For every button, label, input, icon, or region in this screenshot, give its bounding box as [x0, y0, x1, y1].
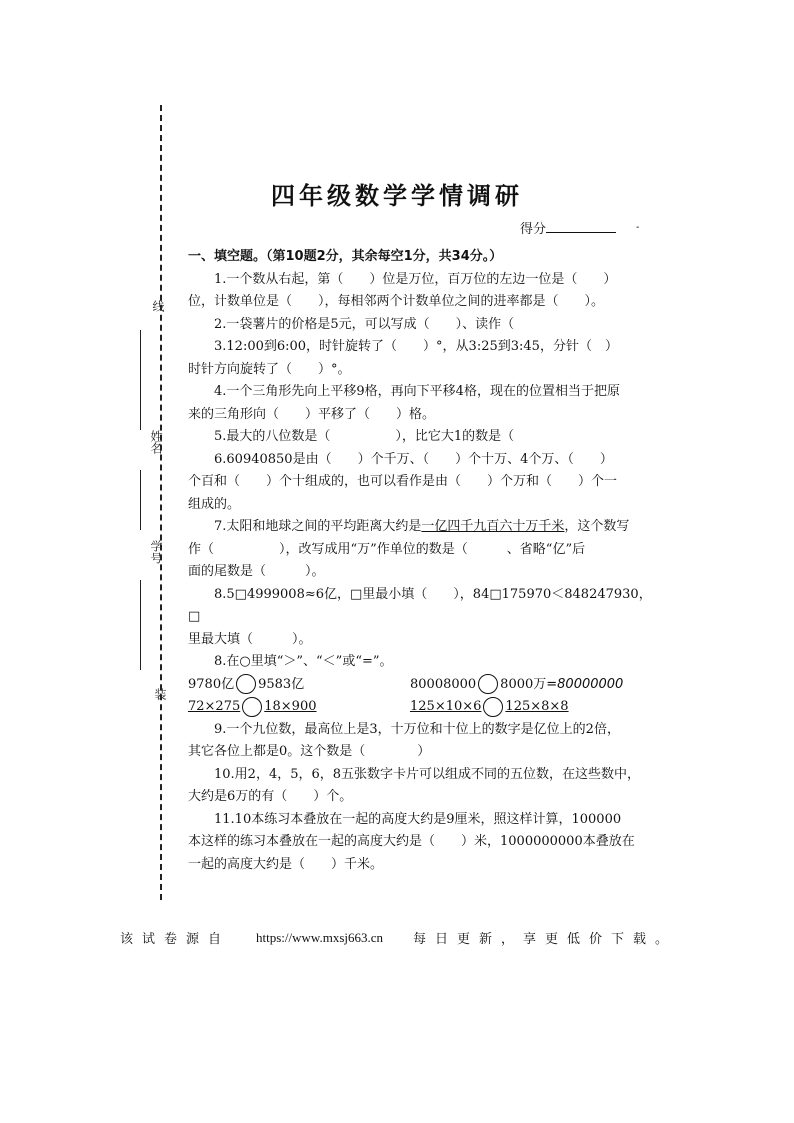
q9-line1: 9.一个九位数，最高位上是3，十万位和十位上的数字是亿位上的2倍， — [214, 721, 620, 737]
q7-pre: 7.太阳和地球之间的平均距离大约是 — [214, 519, 422, 534]
score-field — [520, 218, 616, 237]
score-blank — [546, 220, 616, 233]
q1-line2: 位，计数单位是（ ），每相邻两个计数单位之间的进率都是（ ）。 — [188, 294, 605, 309]
page-title: 四年级数学学情调研 — [271, 182, 523, 210]
name-underline — [140, 330, 141, 430]
compare-2-right-a: 125×10×6 — [410, 699, 482, 714]
q7-line3: 面的尾数是（ ）。 — [188, 564, 325, 579]
q11-line3: 一起的高度大约是（ ）千米。 — [188, 856, 384, 872]
q1-line1: 1.一个数从右起，第（ ）位是万位，百万位的左边一位是（ ） — [214, 271, 617, 287]
binding-dashed-line — [160, 105, 162, 900]
compare-2-right-b: 125×8×8 — [505, 699, 569, 714]
question-content — [188, 246, 660, 876]
q10-line2: 大约是6万的有（ ）个。 — [188, 789, 353, 804]
q3-line1: 3.12:00到6:00，时针旋转了（ ）°，从3:25到3:45，分针（ ） — [214, 339, 618, 354]
compare-1-left-b: 9583亿 — [258, 676, 305, 692]
side-number-label: 学号 — [149, 540, 163, 564]
compare-1-right — [410, 674, 623, 697]
q8-compare-instruction: 8.在○里填“＞”、“＜”或“=”。 — [214, 654, 393, 669]
q6-line3: 组成的。 — [188, 496, 241, 512]
number-underline — [140, 470, 141, 530]
footer-slogan: 每日更新，享更低价下载。 — [413, 932, 678, 947]
q11-line1: 11.10本练习本叠放在一起的高度大约是9厘米，照这样计算，100000 — [214, 811, 622, 827]
handwritten-note: =80000000 — [546, 676, 624, 692]
q4-line2: 来的三角形向（ ）平移了（ ）格。 — [188, 406, 436, 422]
footer-url[interactable]: https://www.mxsj663.cn — [256, 929, 384, 945]
q4-line1: 4.一个三角形先向上平移9格，再向下平移4格，现在的位置相当于把原 — [214, 384, 620, 399]
side-line-label: 线 — [151, 300, 165, 312]
side-name-label: 姓名 — [149, 430, 163, 454]
compare-circle[interactable] — [242, 697, 262, 717]
score-label: 得分 — [520, 222, 547, 237]
compare-circle[interactable] — [478, 674, 498, 694]
q3-line2: 时针方向旋转了（ ）°。 — [188, 361, 351, 377]
q2-line: 2.一袋薯片的价格是5元，可以写成（ ）、读作（ — [214, 316, 515, 332]
compare-circle[interactable] — [236, 674, 256, 694]
q10-line1: 10.用2，4，5，6，8五张数字卡片可以组成不同的五位数，在这些数中， — [214, 766, 641, 782]
q9-line2: 其它各位上都是0。这个数是（ ） — [188, 744, 431, 759]
compare-2-left-b: 18×900 — [264, 699, 317, 714]
compare-1-right-a: 80008000 — [410, 676, 477, 692]
score-dot: - — [636, 222, 640, 233]
compare-1-left — [188, 674, 410, 697]
q5-line: 5.最大的八位数是（ ），比它大1的数是（ — [214, 429, 515, 444]
compare-row-1 — [188, 674, 660, 697]
q8-line2: 里最大填（ ）。 — [188, 631, 312, 647]
compare-circle[interactable] — [483, 697, 503, 717]
q7-line2: 作（ ），改写成用“万”作单位的数是（ 、省略“亿”后 — [188, 541, 586, 557]
q11-line2: 本这样的练习本叠放在一起的高度大约是（ ）米，1000000000本叠放在 — [188, 834, 635, 849]
q6-line2: 个百和（ ）个十组成的，也可以看作是由（ ）个万和（ ）个一 — [188, 474, 618, 489]
q6-line1: 6.60940850是由（ ）个千万、（ ）个十万、4个万、（ ） — [214, 451, 613, 467]
class-underline — [140, 580, 141, 670]
compare-row-2 — [188, 696, 660, 719]
compare-1-left-a: 9780亿 — [188, 676, 235, 692]
compare-1-right-b: 8000万 — [500, 676, 547, 692]
q7-post: ，这个数写 — [564, 519, 630, 534]
page-footer — [120, 928, 680, 947]
section-heading: 一、填空题。（第10题2分，其余每空1分，共34分。） — [188, 249, 503, 264]
q7-line1 — [188, 516, 660, 539]
side-bind-label: 装 — [153, 688, 167, 700]
compare-2-left-a: 72×275 — [188, 699, 241, 714]
q8-line1: 8.5□4999008≈6亿，□里最小填（ ），84□175970＜848247930，□ — [188, 586, 652, 624]
compare-2-left — [188, 696, 410, 719]
q7-underlined: 一亿四千九百六十万千米 — [421, 519, 565, 534]
footer-source: 该试卷源自 — [120, 932, 231, 947]
compare-2-right — [410, 696, 569, 719]
